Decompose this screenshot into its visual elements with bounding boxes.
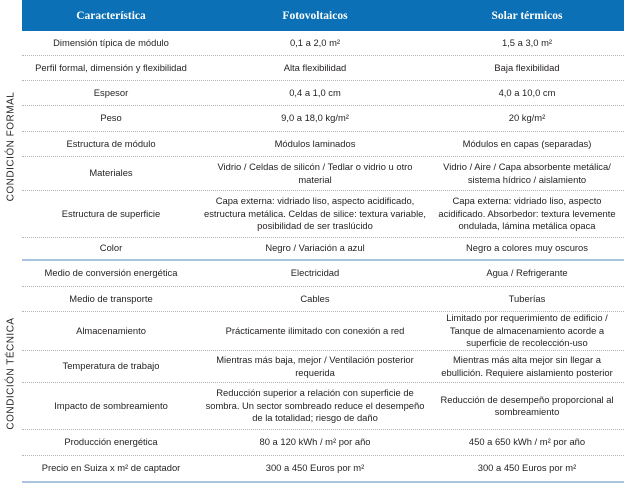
row-solar-termicos: 1,5 a 3,0 m² (501, 36, 553, 48)
row-solar-termicos: 4,0 a 10,0 cm (498, 86, 556, 98)
row-characteristic: Medio de conversión energética (44, 267, 178, 279)
row-fotovoltaicos: Prácticamente ilimitado con conexión a red (225, 324, 405, 336)
row-solar-termicos: Baja flexibilidad (494, 61, 560, 73)
row-solar-termicos: Mientras más alta mejor sin llegar a ebullición. Requiere aislamiento posterior (441, 354, 613, 378)
row-fotovoltaicos: 9,0 a 18,0 kg/m² (281, 112, 349, 124)
row-characteristic: Almacenamiento (76, 324, 146, 336)
row-fotovoltaicos: 0,1 a 2,0 m² (289, 36, 341, 48)
table-row (22, 383, 624, 430)
table-row (22, 31, 624, 56)
row-solar-termicos: Capa externa: vidriado liso, aspecto acidificado. Absorbedor: textura levemente ondulada, lámina metálica opaca (438, 195, 616, 232)
row-characteristic: Medio de transporte (69, 292, 153, 304)
row-solar-termicos: Reducción de desempeño proporcional al sombreamiento (440, 393, 614, 417)
row-characteristic: Producción energética (64, 436, 158, 448)
row-fotovoltaicos: Reducción superior a relación con superficie de sombra. Un sector sombreado reduce el desempeño de la totalidad; riesgo de daño (205, 387, 425, 424)
row-characteristic: Color (99, 242, 123, 254)
header-fotovoltaicos: Fotovoltaicos (282, 9, 348, 22)
row-solar-termicos: 450 a 650 kWh / m² por año (468, 436, 586, 448)
row-characteristic: Dimensión típica de módulo (53, 36, 169, 48)
row-characteristic: Perfil formal, dimensión y flexibilidad (35, 61, 187, 73)
row-fotovoltaicos: Negro / Variación a azul (265, 242, 365, 254)
table-row (22, 157, 624, 191)
row-characteristic: Estructura de superficie (61, 207, 161, 219)
table-row (22, 312, 624, 351)
row-fotovoltaicos: Capa externa: vidriado liso, aspecto acidificado, estructura metálica. Celdas de silice: textura variable, posibilidad de ser traslúcido (204, 195, 426, 232)
row-fotovoltaicos: 80 a 120 kWh / m² por año (259, 436, 371, 448)
row-fotovoltaicos: Módulos laminados (274, 137, 356, 149)
row-fotovoltaicos: Alta flexibilidad (283, 61, 347, 73)
row-solar-termicos: Módulos en capas (separadas) (462, 137, 592, 149)
row-characteristic: Peso (100, 112, 122, 124)
header-solar-termicos: Solar térmicos (491, 9, 563, 22)
row-fotovoltaicos: Electricidad (290, 267, 340, 279)
table-row (22, 106, 624, 132)
row-solar-termicos: 20 kg/m² (508, 112, 546, 124)
row-fotovoltaicos: 0,4 a 1,0 cm (289, 86, 341, 98)
row-solar-termicos: Agua / Refrigerante (486, 267, 568, 279)
table-row (22, 132, 624, 157)
row-characteristic: Espesor (93, 86, 129, 98)
row-fotovoltaicos: Mientras más baja, mejor / Ventilación posterior requerida (216, 354, 414, 378)
row-fotovoltaicos: Cables (300, 292, 330, 304)
table-row (22, 456, 624, 483)
table-row (22, 351, 624, 383)
row-characteristic: Precio en Suiza x m² de captador (41, 462, 181, 474)
table-row (22, 56, 624, 81)
table-row (22, 238, 624, 261)
comparison-table (22, 0, 624, 483)
row-characteristic: Materiales (89, 167, 133, 179)
row-fotovoltaicos: Vidrio / Celdas de silicón / Tedlar o vidrio u otro material (217, 161, 413, 185)
row-solar-termicos: 300 a 450 Euros por m² (477, 462, 577, 474)
section-label-text: CONDICIÓN TÉCNICA (5, 316, 17, 430)
section-label-text: CONDICIÓN FORMAL (5, 91, 17, 201)
table-row (22, 81, 624, 106)
header-caracteristica: Característica (76, 9, 146, 22)
table-row (22, 287, 624, 312)
row-solar-termicos: Negro a colores muy oscuros (466, 242, 588, 254)
row-characteristic: Temperatura de trabajo (62, 360, 160, 372)
table-header (22, 0, 624, 31)
row-fotovoltaicos: 300 a 450 Euros por m² (265, 462, 365, 474)
row-solar-termicos: Vidrio / Aire / Capa absorbente metálica/ sistema hídrico / aislamiento (443, 161, 611, 185)
row-solar-termicos: Limitado por requerimiento de edificio / Tanque de almacenamiento acorde a superficie de recolección-uso (446, 312, 608, 349)
section-label-tecnica (0, 262, 22, 484)
table-row (22, 430, 624, 456)
row-characteristic: Estructura de módulo (66, 137, 156, 149)
table-row (22, 191, 624, 238)
table-row (22, 261, 624, 287)
row-characteristic: Impacto de sombreamiento (54, 399, 168, 411)
section-label-formal (0, 31, 22, 261)
row-solar-termicos: Tuberías (508, 292, 546, 304)
